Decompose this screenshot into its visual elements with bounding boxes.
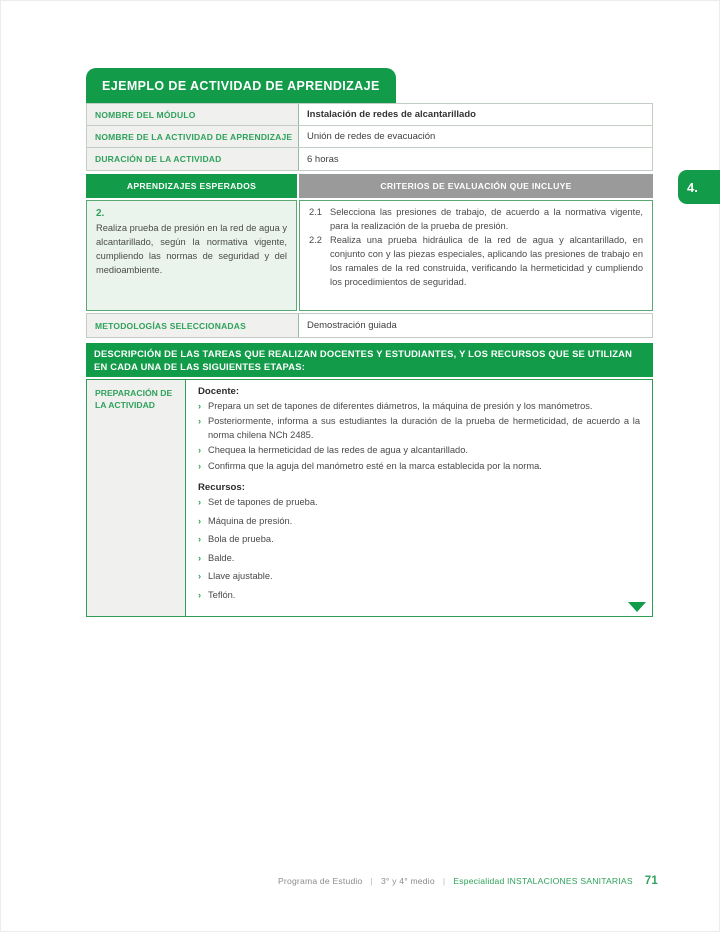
list-item — [198, 400, 640, 413]
list-item — [198, 589, 640, 602]
criteria-number: 2.1 — [309, 207, 322, 217]
duration-value: 6 horas — [307, 153, 339, 165]
duration-label: DURACIÓN DE LA ACTIVIDAD — [87, 148, 299, 170]
table-row — [87, 126, 652, 148]
description-banner: DESCRIPCIÓN DE LAS TAREAS QUE REALIZAN DOCENTES Y ESTUDIANTES, Y LOS RECURSOS QUE SE UTILIZAN EN CADA UNA DE LAS SIGUIENTES ETAPAS: — [86, 343, 653, 377]
page-title-label: EJEMPLO DE ACTIVIDAD DE APRENDIZAJE — [102, 78, 380, 93]
recurso-item-text: Llave ajustable. — [208, 571, 273, 582]
module-info-table — [86, 103, 653, 171]
bullet-chevron-icon: › — [198, 460, 202, 471]
criteria-text: Selecciona las presiones de trabajo, de acuerdo a la normativa vigente, para la realización de la prueba de presión. — [330, 207, 643, 231]
bullet-chevron-icon: › — [198, 416, 202, 427]
recurso-item-text: Teflón. — [208, 589, 236, 600]
bullet-chevron-icon: › — [198, 552, 202, 563]
list-item — [198, 515, 640, 528]
criteria-item — [309, 206, 643, 234]
bullet-chevron-icon: › — [198, 515, 202, 526]
list-item — [198, 496, 640, 509]
bullet-chevron-icon: › — [198, 534, 202, 545]
evaluation-criteria-cell — [299, 200, 653, 311]
footer-grade-text: 3° y 4° medio — [380, 876, 435, 886]
preparation-content — [186, 380, 652, 616]
bullet-chevron-icon: › — [198, 571, 202, 582]
recurso-item-text: Bola de prueba. — [208, 534, 274, 545]
footer-specialty-text: Especialidad INSTALACIONES SANITARIAS — [453, 876, 633, 886]
list-item — [198, 444, 640, 457]
preparation-section — [86, 379, 653, 617]
docente-item-text: Chequea la hermeticidad de las redes de agua y alcantarillado. — [208, 445, 468, 456]
expected-learning-text: Realiza prueba de presión en la red de agua y alcantarillado, según la normativa vigente, cumpliendo las normas de seguridad y del medioambiente. — [96, 223, 287, 275]
bullet-chevron-icon: › — [198, 401, 202, 411]
methodology-table — [86, 313, 653, 338]
criteria-number: 2.2 — [309, 234, 322, 245]
recurso-item-text: Máquina de presión. — [208, 515, 293, 526]
page-number: 71 — [644, 875, 658, 887]
page-footer — [0, 875, 658, 887]
chapter-tab — [678, 170, 720, 204]
footer-program-text: Programa de Estudio — [277, 876, 363, 886]
module-name-label: NOMBRE DEL MÓDULO — [87, 104, 299, 125]
methodology-label: METODOLOGÍAS SELECCIONADAS — [87, 314, 299, 337]
learning-header-row — [86, 174, 653, 198]
recurso-item-text: Balde. — [208, 552, 235, 563]
recurso-item-text: Set de tapones de prueba. — [208, 497, 318, 508]
table-row — [87, 104, 652, 126]
methodology-value: Demostración guiada — [307, 320, 397, 331]
table-row — [87, 314, 652, 337]
list-item — [198, 552, 640, 565]
footer-separator: | — [442, 876, 446, 886]
preparation-label: PREPARACIÓN DE LA ACTIVIDAD — [87, 380, 186, 616]
module-name-value: Instalación de redes de alcantarillado — [307, 109, 476, 120]
docente-item-text: Posteriormente, informa a sus estudiantes la duración de la prueba de hermeticidad, de acuerdo a la norma chilena NCh 2485. — [208, 416, 640, 440]
docente-item-text: Confirma que la aguja del manómetro esté en la marca establecida por la norma. — [208, 460, 542, 471]
bullet-chevron-icon: › — [198, 497, 202, 508]
footer-separator: | — [370, 876, 373, 886]
list-item — [198, 460, 640, 473]
criteria-item — [309, 234, 643, 290]
activity-name-value: Unión de redes de evacuación — [307, 131, 436, 142]
docente-title: Docente: — [198, 386, 240, 397]
chapter-tab-label: 4. — [687, 179, 698, 195]
bullet-chevron-icon: › — [198, 589, 202, 600]
activity-table — [86, 103, 653, 617]
activity-name-label: NOMBRE DE LA ACTIVIDAD DE APRENDIZAJE — [87, 126, 299, 147]
criteria-text: Realiza una prueba hidráulica de la red de agua y alcantarillado, en conjunto con y las piezas especiales, aplicando las presiones de trabajo en los ramales de la red construida, verificando la hermeticidad y cumpliendo los procedimientos de seguridad. — [330, 234, 643, 287]
learning-body-row — [86, 200, 653, 311]
list-item — [198, 570, 640, 583]
list-item — [198, 533, 640, 546]
down-arrow-icon — [628, 602, 646, 612]
expected-learning-cell — [86, 200, 297, 311]
evaluation-criteria-header: CRITERIOS DE EVALUACIÓN QUE INCLUYE — [299, 174, 653, 198]
list-item — [198, 415, 640, 442]
recursos-title: Recursos: — [198, 482, 245, 494]
page-title — [86, 68, 396, 103]
bullet-chevron-icon: › — [198, 445, 202, 456]
expected-learning-number: 2. — [96, 208, 105, 219]
docente-item-text: Prepara un set de tapones de diferentes diámetros, la máquina de presión y los manómetros. — [208, 401, 593, 411]
table-row — [87, 148, 652, 170]
expected-learning-header: APRENDIZAJES ESPERADOS — [86, 174, 297, 198]
